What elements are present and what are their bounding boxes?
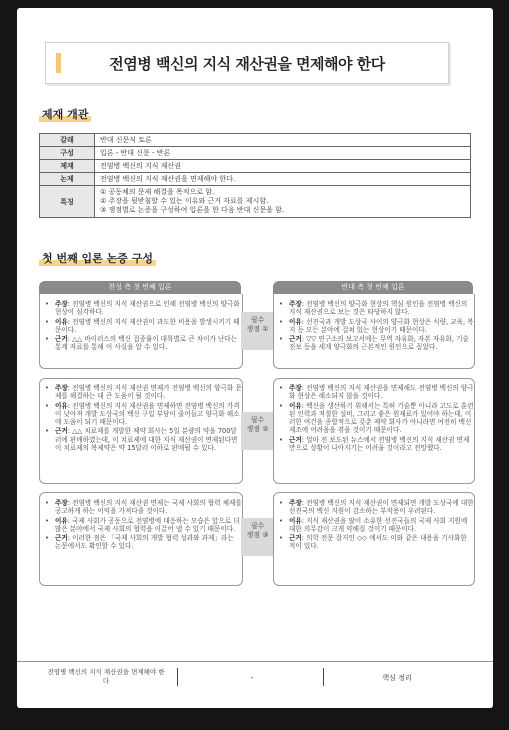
table-row bbox=[40, 134, 471, 147]
argument-label: 근거 bbox=[289, 335, 302, 344]
con-card-1 bbox=[273, 294, 475, 369]
bullet-icon: • bbox=[279, 335, 283, 344]
row-value: 전염병 백신의 지식 재산권을 면제해야 한다. bbox=[95, 173, 471, 186]
argument-item: • 이유: 선진국과 개발 도상국 사이의 양극화 현상은 식량, 교육, 복지 등 모든 분야에 걸쳐 있는 현상이기 때문이다. bbox=[279, 317, 474, 334]
row-key: 구성 bbox=[40, 147, 95, 160]
argument-label: 이유 bbox=[55, 516, 68, 525]
argument-item: • 근거: ▽▽ 연구소의 보고서에는 무역 자유화, 자본 자유화, 기술 진보 등을 세계 양극화의 근본적인 원인으로 꼽았다. bbox=[279, 335, 469, 352]
argument-text: 전염병 백신의 지식 재산권 면제는 국제 사회의 협력 체제를 공고하게 하는 이익을 가져다줄 것이다. bbox=[55, 499, 242, 516]
argument-text: 얼마 전 보도된 뉴스에서 전염병 백신의 지식 재산권 면제만으로 상황이 나아지기는 어려울 것이라고 전망했다. bbox=[289, 435, 470, 453]
pro-card-3 bbox=[39, 492, 243, 586]
overview-table bbox=[39, 133, 471, 218]
argument-label: 이유 bbox=[289, 516, 302, 525]
argument-label: 근거 bbox=[55, 335, 68, 344]
pro-header: 찬성 측 첫 번째 입론 bbox=[39, 281, 241, 294]
argument-text: 전염병 백신의 지식 재산권을 면제하면 전염병 백신의 가격이 낮아져 개발 도상국의 백신 구입 부담이 줄어들고 양극화 해소에 도움이 되기 때문이다. bbox=[55, 401, 240, 427]
con-card-3 bbox=[273, 492, 475, 586]
section-heading-argument: 첫 번째 입론 논증 구성 bbox=[39, 250, 156, 266]
table-row bbox=[40, 147, 471, 160]
argument-label: 주장 bbox=[289, 384, 302, 392]
footer-divider bbox=[177, 668, 178, 686]
feature-line: ③ 쟁점별로 논증을 구성하여 입론을 한 다음 반대 신문을 함. bbox=[100, 206, 285, 214]
title-box bbox=[45, 42, 449, 84]
issue-label-3: 필수 쟁점 ③ bbox=[241, 518, 274, 556]
argument-text: △△ 치료제를 개발한 제약 회사는 5일 분량의 약을 700달러에 판매하였는데, 이 치료제에 대한 지식 재산권이 면제된다면 이 치료제의 복제약은 약 15달러 이하로 판매될 수 있다. bbox=[55, 427, 238, 453]
bullet-icon: • bbox=[279, 499, 283, 507]
con-header: 반대 측 첫 번째 입론 bbox=[273, 281, 473, 294]
argument-label: 이유 bbox=[289, 401, 302, 410]
bullet-icon: • bbox=[45, 516, 49, 525]
row-value: 전염병 백신의 지식 재산권 bbox=[95, 160, 471, 173]
argument-item: • 주장: 전염병 백신의 양극화 현상의 핵심 원인을 전염병 백신의 지식 재산권으로 보는 것은 타당하지 않다. bbox=[279, 300, 468, 317]
argument-label: 주장 bbox=[55, 499, 68, 507]
row-value: 입론 - 반대 신문 - 반론 bbox=[95, 147, 471, 160]
table-row bbox=[40, 173, 471, 186]
footer-right: 핵심 정리 bbox=[382, 674, 412, 682]
footer-left: 전염병 백신의 지식 재산권을 면제해야 한다 bbox=[47, 668, 165, 685]
argument-text: 선진국과 개발 도상국 사이의 양극화 현상은 식량, 교육, 복지 등 모든 분야에 걸쳐 있는 현상이기 때문이다. bbox=[289, 317, 474, 334]
bullet-icon: • bbox=[279, 300, 283, 308]
argument-item: • 이유: 백신을 생산하기 위해서는 특허 기술뿐 아니라 고도로 훈련된 인력과 적절한 설비, 그리고 좋은 원재료가 있어야 하는데, 이러한 여건을 종합적으로 갖춘 제약 회사가 아니라면 여전히 백신 제조에 어려움을 겪을 것이기 때문이다. bbox=[279, 401, 474, 435]
row-key: 특징 bbox=[40, 186, 95, 218]
argument-text: 전염병 백신의 양극화 현상의 핵심 원인을 전염병 백신의 지식 재산권으로 보는 것은 타당하지 않다. bbox=[289, 300, 468, 317]
argument-item: • 이유: 전염병 백신의 지식 재산권이 과도한 비용을 발생시키기 때문이다. bbox=[45, 317, 240, 334]
argument-label: 이유 bbox=[55, 401, 68, 410]
argument-label: 주장 bbox=[55, 384, 68, 392]
bullet-icon: • bbox=[279, 516, 283, 525]
argument-text: 전염병 백신의 지식 재산권을 면제해도 전염병 백신의 양극화 현상은 해소되지 않을 것이다. bbox=[289, 384, 474, 401]
argument-text: 의학 전문 잡지인 ◇◇ 에서도 이와 같은 내용을 기사화한 적이 있다. bbox=[289, 534, 467, 551]
bullet-icon: • bbox=[45, 427, 49, 436]
argument-text: 전염병 백신의 지식 재산권 면제가 전염병 백신의 양극화 문제를 해결하는 데 큰 도움이 될 것이다. bbox=[55, 384, 242, 401]
argument-item: • 주장: 전염병 백신의 지식 재산권 면제는 국제 사회의 협력 체제를 공고하게 하는 이익을 가져다줄 것이다. bbox=[45, 499, 242, 516]
bullet-icon: • bbox=[45, 499, 49, 507]
argument-label: 주장 bbox=[289, 300, 302, 308]
argument-label: 주장 bbox=[55, 300, 68, 308]
argument-label: 근거 bbox=[289, 435, 302, 444]
bullet-icon: • bbox=[45, 534, 49, 543]
bullet-icon: • bbox=[279, 534, 283, 543]
argument-label: 근거 bbox=[55, 534, 68, 543]
issue-label-2: 필수 쟁점 ② bbox=[241, 412, 274, 450]
bullet-icon: • bbox=[45, 300, 49, 308]
footer bbox=[17, 661, 493, 708]
row-value: 반대 신문식 토론 bbox=[95, 134, 471, 147]
row-key: 제재 bbox=[40, 160, 95, 173]
argument-text: △△ 바이러스의 백신 접종률이 대륙별로 큰 차이가 난다는 통계 자료를 통해 이 사실을 알 수 있다. bbox=[55, 335, 238, 352]
argument-text: 이러한 점은 「국제 사회의 개발 협력 성과와 과제」라는 논문에서도 확인할 수 있다. bbox=[55, 534, 234, 551]
argument-label: 근거 bbox=[289, 534, 302, 543]
argument-item: • 근거: 의학 전문 잡지인 ◇◇ 에서도 이와 같은 내용을 기사화한 적이 있다. bbox=[279, 534, 467, 551]
argument-text: 전염병 백신의 지식 재산권으로 인해 전염병 백신의 양극화 현상이 심각하다. bbox=[55, 300, 240, 317]
table-row bbox=[40, 186, 471, 218]
argument-item: • 주장: 전염병 백신의 지식 재산권 면제가 전염병 백신의 양극화 문제를 해결하는 데 큰 도움이 될 것이다. bbox=[45, 384, 242, 401]
feature-line: ① 공동체의 문제 해결을 목적으로 함. bbox=[100, 188, 215, 196]
bullet-icon: • bbox=[279, 384, 283, 392]
argument-item: • 주장: 전염병 백신의 지식 재산권을 면제해도 전염병 백신의 양극화 현상은 해소되지 않을 것이다. bbox=[279, 384, 474, 401]
page bbox=[17, 8, 493, 708]
bullet-icon: • bbox=[45, 317, 49, 326]
row-key: 논제 bbox=[40, 173, 95, 186]
bullet-icon: • bbox=[45, 401, 49, 410]
argument-item: • 근거: 얼마 전 보도된 뉴스에서 전염병 백신의 지식 재산권 면제만으로 상황이 나아지기는 어려울 것이라고 전망했다. bbox=[279, 435, 470, 453]
issue-label-1: 필수 쟁점 ① bbox=[241, 312, 274, 350]
con-card-2 bbox=[273, 378, 475, 484]
argument-item: • 주장: 전염병 백신의 지식 재산권으로 인해 전염병 백신의 양극화 현상이 심각하다. bbox=[45, 300, 240, 317]
argument-item: • 이유: 전염병 백신의 지식 재산권을 면제하면 전염병 백신의 가격이 낮아져 개발 도상국의 백신 구입 부담이 줄어들고 양극화 해소에 도움이 되기 때문이다. bbox=[45, 401, 240, 427]
row-key: 갈래 bbox=[40, 134, 95, 147]
feature-list bbox=[95, 186, 471, 218]
argument-label: 근거 bbox=[55, 427, 68, 436]
argument-text: 전염병 백신의 지식 재산권이 면제되면 개발 도상국에 대한 선진국의 백신 지원이 감소하는 부작용이 우려된다. bbox=[289, 499, 474, 516]
argument-text: ▽▽ 연구소의 보고서에는 무역 자유화, 자본 자유화, 기술 진보 등을 세계 양극화의 근본적인 원인으로 꼽았다. bbox=[289, 335, 469, 352]
pro-card-2 bbox=[39, 378, 243, 484]
bullet-icon: • bbox=[279, 401, 283, 410]
argument-label: 주장 bbox=[289, 499, 302, 507]
argument-item: • 주장: 전염병 백신의 지식 재산권이 면제되면 개발 도상국에 대한 선진국의 백신 지원이 감소하는 부작용이 우려된다. bbox=[279, 499, 474, 516]
argument-item: • 근거: △△ 치료제를 개발한 제약 회사는 5일 분량의 약을 700달러에 판매하였는데, 이 치료제에 대한 지식 재산권이 면제된다면 이 치료제의 복제약은 약 15달러 이하로 판매될 수 있다. bbox=[45, 427, 238, 453]
page-title: 전염병 백신의 지식 재산권을 면제해야 한다 bbox=[109, 55, 385, 73]
argument-text: 지식 재산권을 많이 소유한 선진국들의 국제 사회 지원에 대한 의무감이 크게 약해질 것이기 때문이다. bbox=[289, 516, 468, 533]
argument-item: • 근거: △△ 바이러스의 백신 접종률이 대륙별로 큰 차이가 난다는 통계 자료를 통해 이 사실을 알 수 있다. bbox=[45, 335, 238, 352]
argument-item: • 이유: 국제 사회가 공동으로 전염병에 대응하는 모습은 앞으로 더 많은 분야에서 국제 사회의 협력을 이끌어 낼 수 있기 때문이다. bbox=[45, 516, 240, 533]
section-heading-overview: 제재 개관 bbox=[39, 106, 91, 122]
table-row bbox=[40, 160, 471, 173]
argument-label: 이유 bbox=[289, 317, 302, 326]
bullet-icon: • bbox=[279, 317, 283, 326]
bullet-icon: • bbox=[279, 435, 283, 444]
feature-line: ② 주장을 뒷받침할 수 있는 이유와 근거 자료를 제시함. bbox=[100, 197, 269, 205]
argument-item: • 근거: 이러한 점은 「국제 사회의 개발 협력 성과와 과제」라는 논문에서도 확인할 수 있다. bbox=[45, 534, 234, 551]
argument-item: • 이유: 지식 재산권을 많이 소유한 선진국들의 국제 사회 지원에 대한 의무감이 크게 약해질 것이기 때문이다. bbox=[279, 516, 468, 533]
argument-text: 국제 사회가 공동으로 전염병에 대응하는 모습은 앞으로 더 많은 분야에서 국제 사회의 협력을 이끌어 낼 수 있기 때문이다. bbox=[55, 516, 240, 533]
pro-card-1 bbox=[39, 294, 243, 369]
bullet-icon: • bbox=[45, 335, 49, 344]
footer-center: - bbox=[250, 673, 254, 682]
argument-label: 이유 bbox=[55, 317, 68, 326]
argument-text: 백신을 생산하기 위해서는 특허 기술뿐 아니라 고도로 훈련된 인력과 적절한 설비, 그리고 좋은 원재료가 있어야 하는데, 이러한 여건을 종합적으로 갖춘 제약 회사가 아니라면 여전히 백신 제조에 어려움을 겪을 것이기 때문이다. bbox=[289, 401, 474, 435]
bullet-icon: • bbox=[45, 384, 49, 392]
footer-divider bbox=[323, 668, 324, 686]
argument-text: 전염병 백신의 지식 재산권이 과도한 비용을 발생시키기 때문이다. bbox=[55, 317, 240, 334]
